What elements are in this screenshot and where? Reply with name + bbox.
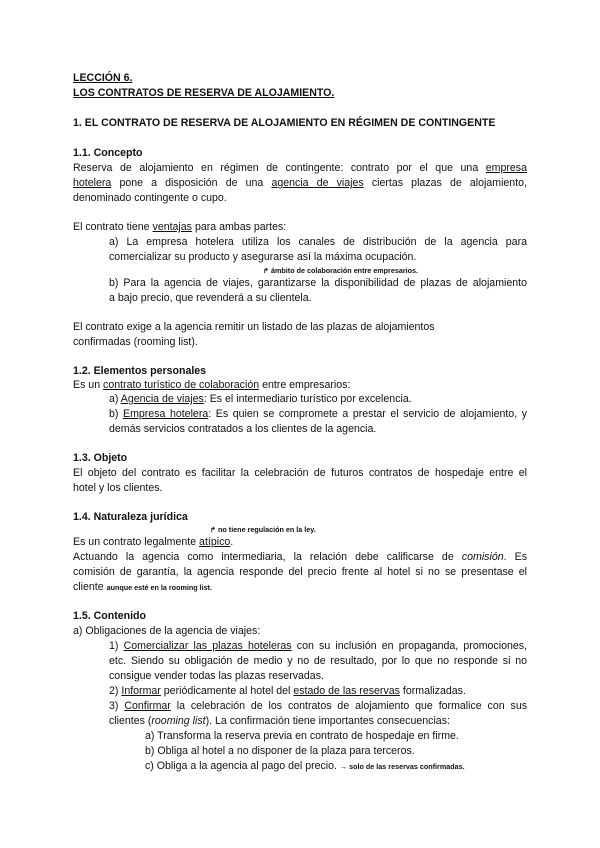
element-b-line-2: demás servicios contratados a los clientes de la agencia. bbox=[109, 423, 377, 435]
concept-line-3: denominado contingente o cupo. bbox=[73, 192, 227, 204]
nature-line-2: Actuando la agencia como intermediaria, la relación debe calificarse de comisión. Es bbox=[73, 551, 528, 563]
lesson-title: LOS CONTRATOS DE RESERVA DE ALOJAMIENTO. bbox=[73, 87, 335, 99]
nature-line-4: cliente aunque esté en la rooming list. bbox=[73, 581, 213, 593]
personal-elements-intro: Es un contrato turístico de colaboración entre empresarios: bbox=[73, 379, 351, 391]
advantage-b-line-2: a bajo precio, que revenderá a su clientela. bbox=[109, 292, 312, 304]
advantage-a-line-1: a) La empresa hotelera utiliza los canales de distribución de la agencia para bbox=[109, 236, 527, 248]
section-1-5-heading: 1.5. Contenido bbox=[73, 610, 146, 622]
section-1-heading: 1. EL CONTRATO DE RESERVA DE ALOJAMIENTO EN RÉGIMEN DE CONTINGENTE bbox=[73, 117, 496, 129]
nature-annotation: ↱ no tiene regulación en la ley. bbox=[210, 525, 316, 534]
obligation-3-line-1: 3) Confirmar la celebración de los contratos de alojamiento que formalice con sus bbox=[109, 700, 528, 712]
advantage-b-line-1: b) Para la agencia de viajes, garantizarse la disponibilidad de plazas de alojamiento bbox=[109, 277, 527, 289]
object-line-1: El objeto del contrato es facilitar la celebración de futuros contratos de hospedaje entre el bbox=[73, 467, 527, 479]
consequence-a: a) Transforma la reserva previa en contrato de hospedaje en firme. bbox=[145, 730, 459, 742]
concept-line-2: hotelera pone a disposición de una agencia de viajes ciertas plazas de alojamiento, bbox=[73, 177, 527, 189]
section-1-3-heading: 1.3. Objeto bbox=[73, 452, 128, 464]
section-1-4-heading: 1.4. Naturaleza jurídica bbox=[73, 511, 188, 523]
rooming-list-line-1: El contrato exige a la agencia remitir un listado de las plazas de alojamientos bbox=[73, 321, 435, 333]
advantage-a-annotation: ↱ ámbito de colaboración entre empresarios. bbox=[263, 266, 419, 275]
advantage-a-line-2: comercializar su producto y asegurarse así la máxima ocupación. bbox=[109, 251, 417, 263]
section-1-2-heading: 1.2. Elementos personales bbox=[73, 365, 207, 377]
concept-line-1: Reserva de alojamiento en régimen de contingente: contrato por el que una empresa bbox=[73, 162, 527, 174]
consequence-c: c) Obliga a la agencia al pago del precio. → solo de las reservas confirmadas. bbox=[145, 760, 465, 772]
element-b-line-1: b) Empresa hotelera: Es quien se compromete a prestar el servicio de alojamiento, y bbox=[109, 408, 527, 420]
obligation-1-line-2: etc. Siendo su obligación de medio y no de resultado, por lo que no responde si no bbox=[109, 655, 527, 667]
obligation-1-line-3: consigue vender todas las plazas reservadas. bbox=[109, 670, 324, 682]
obligation-3-line-2: clientes (rooming list). La confirmación tiene importantes consecuencias: bbox=[109, 715, 450, 727]
nature-line-1: Es un contrato legalmente atípico. bbox=[73, 536, 234, 548]
consequence-b: b) Obliga al hotel a no disponer de la plaza para terceros. bbox=[145, 745, 415, 757]
obligation-2: 2) Informar periódicamente al hotel del estado de las reservas formalizadas. bbox=[109, 685, 466, 697]
section-1-1-heading: 1.1. Concepto bbox=[73, 147, 143, 159]
nature-line-3: comisión de garantía, la agencia responde del precio frente al hotel si no se presentase el bbox=[73, 566, 527, 578]
advantages-intro: El contrato tiene ventajas para ambas partes: bbox=[73, 221, 287, 233]
rooming-list-line-2: confirmadas (rooming list). bbox=[73, 336, 198, 348]
lesson-label: LECCIÓN 6. bbox=[73, 72, 133, 84]
obligation-1-line-1: 1) Comercializar las plazas hoteleras con su inclusión en propaganda, promociones, bbox=[109, 640, 527, 652]
element-a: a) Agencia de viajes: Es el intermediario turístico por excelencia. bbox=[109, 393, 412, 405]
object-line-2: hotel y los clientes. bbox=[73, 482, 163, 494]
obligations-intro: a) Obligaciones de la agencia de viajes: bbox=[73, 625, 261, 637]
